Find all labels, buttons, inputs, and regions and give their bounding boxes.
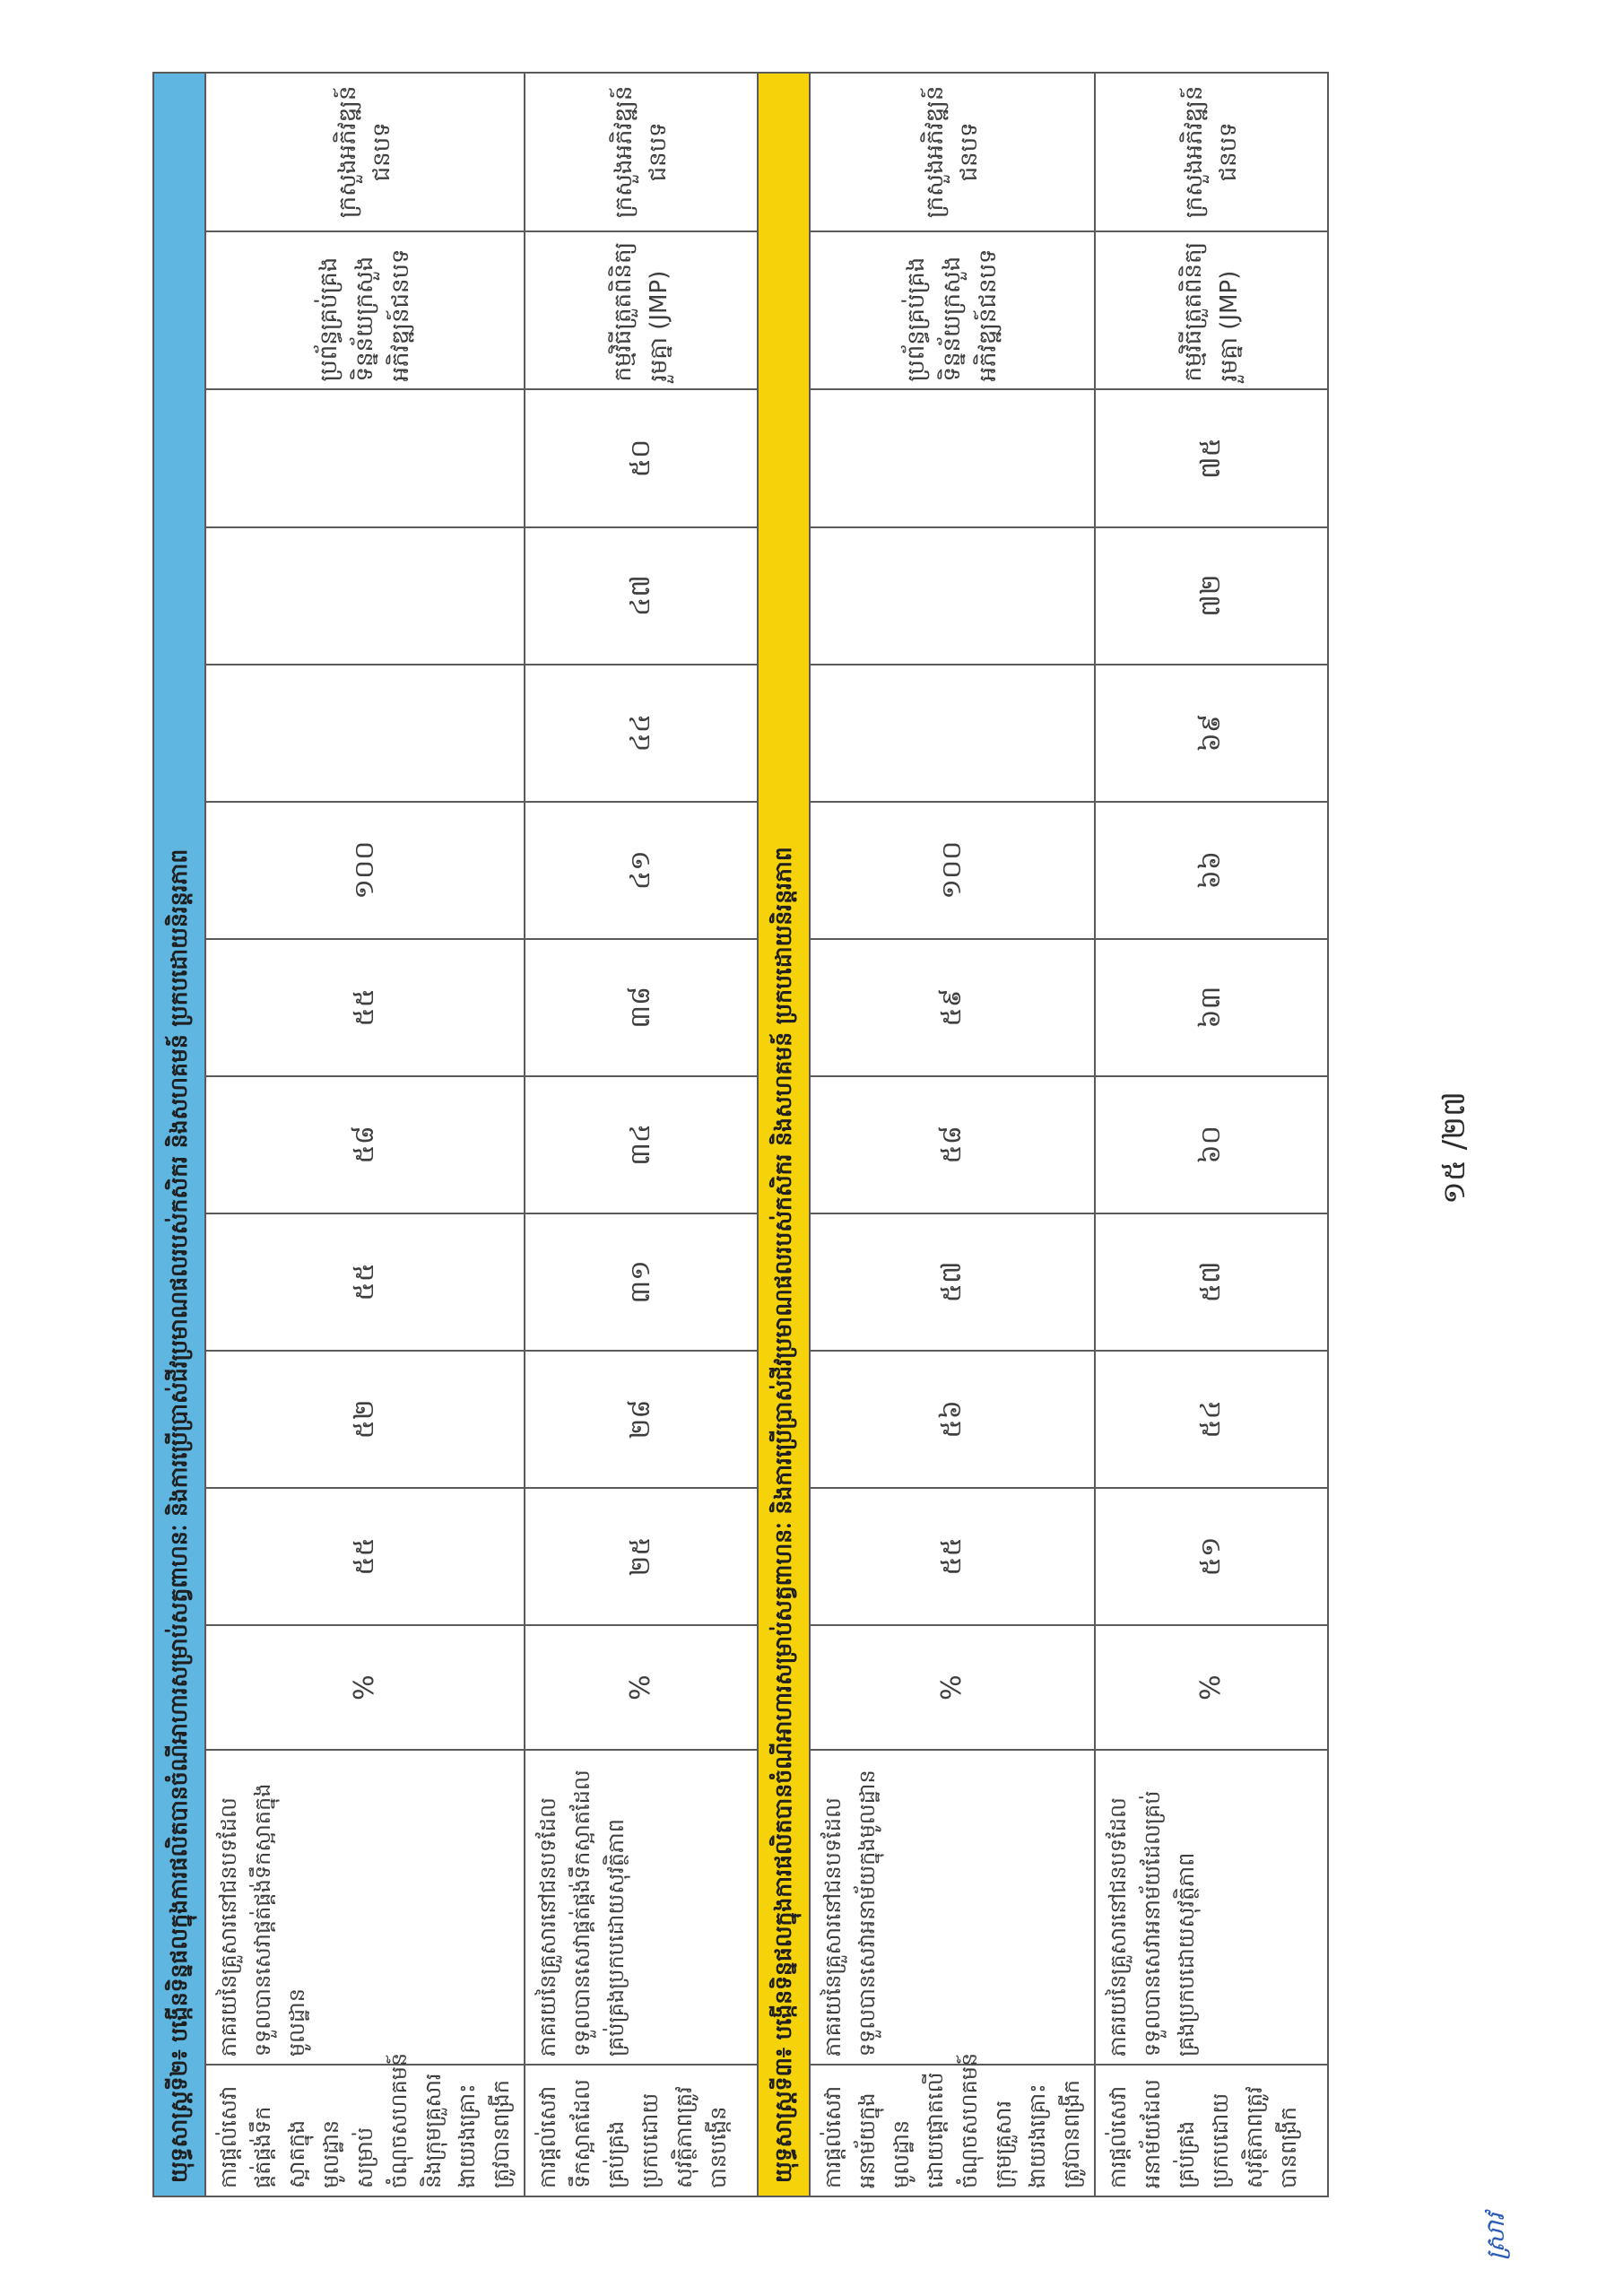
value-cell: ៥០ — [525, 390, 758, 527]
value-cell: ១០០ — [205, 802, 525, 939]
unit-cell: % — [1095, 1625, 1328, 1750]
value-cell: ៥៤ — [1095, 1351, 1328, 1488]
description-cell: ភាគរយនៃគ្រួសារនៅជនបទដែលទទួលបានសេវាផ្គត់ផ្គង់ទឹកស្អាតដែលគ្រប់គ្រងប្រកបដោយសុវត្ថិភាព — [525, 1750, 758, 2065]
indicator-cell: ការផ្តល់សេវាអនាម័យដែលគ្រប់គ្រងប្រកបដោយសុវត្ថិភាពត្រូវបានពង្រីក — [1095, 2065, 1328, 2196]
strategy-2-header-row — [153, 73, 205, 2196]
value-cell — [205, 527, 525, 665]
value-cell: ១០០ — [810, 802, 1095, 939]
description-cell: ភាគរយនៃគ្រួសារនៅជនបទដែលទទួលបានសេវាអនាម័យក្នុងមូលដ្ឋាន — [810, 1750, 1095, 2065]
value-cell: ៥៥ — [205, 939, 525, 1076]
table-row — [810, 73, 1095, 2196]
strategy-2-header: យុទ្ធសាស្ត្រទី២៖ បង្កើនទិន្នផលក្នុងការផលិតបានចំណីអាហារសម្រាប់សត្វពាហនៈ និងការប្រើប្រាស់ជីវប្រមាណផលរបស់កសិករ និងសហគមន៍ ប្រកបដោយនិរន្តរភាព — [153, 73, 205, 2196]
value-cell — [205, 665, 525, 802]
value-cell: ៣១ — [525, 1213, 758, 1351]
value-cell: ៤៧ — [525, 527, 758, 665]
table-row — [205, 73, 525, 2196]
indicator-cell: ការផ្តល់សេវាទឹកស្អាតដែលគ្រប់គ្រងប្រកបដោយសុវត្ថិភាពត្រូវបានបង្កើន — [525, 2065, 758, 2196]
value-cell: ៦០ — [1095, 1076, 1328, 1213]
table-row — [1095, 73, 1328, 2196]
indicator-table — [152, 72, 1329, 2197]
value-cell: ៥៧ — [810, 1213, 1095, 1351]
value-cell: ៥១ — [1095, 1488, 1328, 1625]
description-cell: ភាគរយនៃគ្រួសារនៅជនបទដែលទទួលបានសេវាផ្គត់ផ្គង់ទឹកស្អាតក្នុងមូលដ្ឋាន — [205, 1750, 525, 2065]
value-cell — [205, 390, 525, 527]
value-cell: ៥៦ — [810, 1351, 1095, 1488]
unit-cell: % — [205, 1625, 525, 1750]
strategy-3-header: យុទ្ធសាស្ត្រទី៣៖ បង្កើនទិន្នផលក្នុងការផលិតបានចំណីអាហារសម្រាប់សត្វពាហនៈ និងការប្រើប្រាស់ជីវប្រមាណផលរបស់កសិករ និងសហគមន៍ ប្រកបដោយនិរន្តរភាព — [758, 73, 810, 2196]
value-cell: ៥៥ — [205, 1488, 525, 1625]
value-cell: ៤៤ — [525, 665, 758, 802]
unit-cell: % — [525, 1625, 758, 1750]
source-cell: ប្រព័ន្ធគ្រប់គ្រងទិន្នន័យក្រសួងអភិវឌ្ឍន៍ជនបទ — [810, 231, 1095, 390]
value-cell — [810, 665, 1095, 802]
value-cell: ៧២ — [1095, 527, 1328, 665]
strategy-3-header-row — [758, 73, 810, 2196]
value-cell: ៧៥ — [1095, 390, 1328, 527]
value-cell: ៦៣ — [1095, 939, 1328, 1076]
value-cell: ៥៩ — [810, 939, 1095, 1076]
unit-cell: % — [810, 1625, 1095, 1750]
value-cell: ២៥ — [525, 1488, 758, 1625]
indicator-cell: ការផ្តល់សេវាផ្គត់ផ្គង់ទឹកស្អាតក្នុងមូលដ្ឋានសម្រាប់ចំណុចសហគមន៍ និងក្រុមគ្រួសារងាយរងគ្រោះត្រូវបានពង្រីក — [205, 2065, 525, 2196]
value-cell: ៥៧ — [1095, 1213, 1328, 1351]
description-cell: ភាគរយនៃគ្រួសារនៅជនបទដែលទទួលបានសេវាអនាម័យដែលគ្រប់គ្រងប្រកបដោយសុវត្ថិភាព — [1095, 1750, 1328, 2065]
value-cell: ៤១ — [525, 802, 758, 939]
value-cell — [810, 390, 1095, 527]
responsible-cell: ក្រសួងអភិវឌ្ឍន៍ជនបទ — [1095, 73, 1328, 231]
value-cell — [810, 527, 1095, 665]
source-cell: ប្រព័ន្ធគ្រប់គ្រងទិន្នន័យក្រសួងអភិវឌ្ឍន៍ជនបទ — [205, 231, 525, 390]
value-cell: ៥២ — [205, 1351, 525, 1488]
value-cell: ៦៩ — [1095, 665, 1328, 802]
value-cell: ៥៥ — [205, 1213, 525, 1351]
value-cell: ២៨ — [525, 1351, 758, 1488]
indicator-cell: ការផ្តល់សេវាអនាម័យក្នុងមូលដ្ឋានដោយផ្តោតលើចំណុចសហគមន៍ ក្រុមគ្រួសារងាយរងគ្រោះត្រូវបានពង្រីក — [810, 2065, 1095, 2196]
responsible-cell: ក្រសួងអភិវឌ្ឍន៍ជនបទ — [205, 73, 525, 231]
page-number: ១៥ /២៧ — [1436, 1091, 1472, 1205]
value-cell: ៥៨ — [205, 1076, 525, 1213]
value-cell: ៦៦ — [1095, 802, 1328, 939]
responsible-cell: ក្រសួងអភិវឌ្ឍន៍ជនបទ — [525, 73, 758, 231]
source-cell: កម្មវិធីត្រួតពិនិត្យរួមគ្នា (JMP) — [1095, 231, 1328, 390]
source-cell: កម្មវិធីត្រួតពិនិត្យរួមគ្នា (JMP) — [525, 231, 758, 390]
value-cell: ៣៨ — [525, 939, 758, 1076]
value-cell: ៣៤ — [525, 1076, 758, 1213]
initials-stamp: ស្រាវ — [1480, 2213, 1510, 2260]
value-cell: ៥៨ — [810, 1076, 1095, 1213]
value-cell: ៥៥ — [810, 1488, 1095, 1625]
responsible-cell: ក្រសួងអភិវឌ្ឍន៍ជនបទ — [810, 73, 1095, 231]
table-row — [525, 73, 758, 2196]
